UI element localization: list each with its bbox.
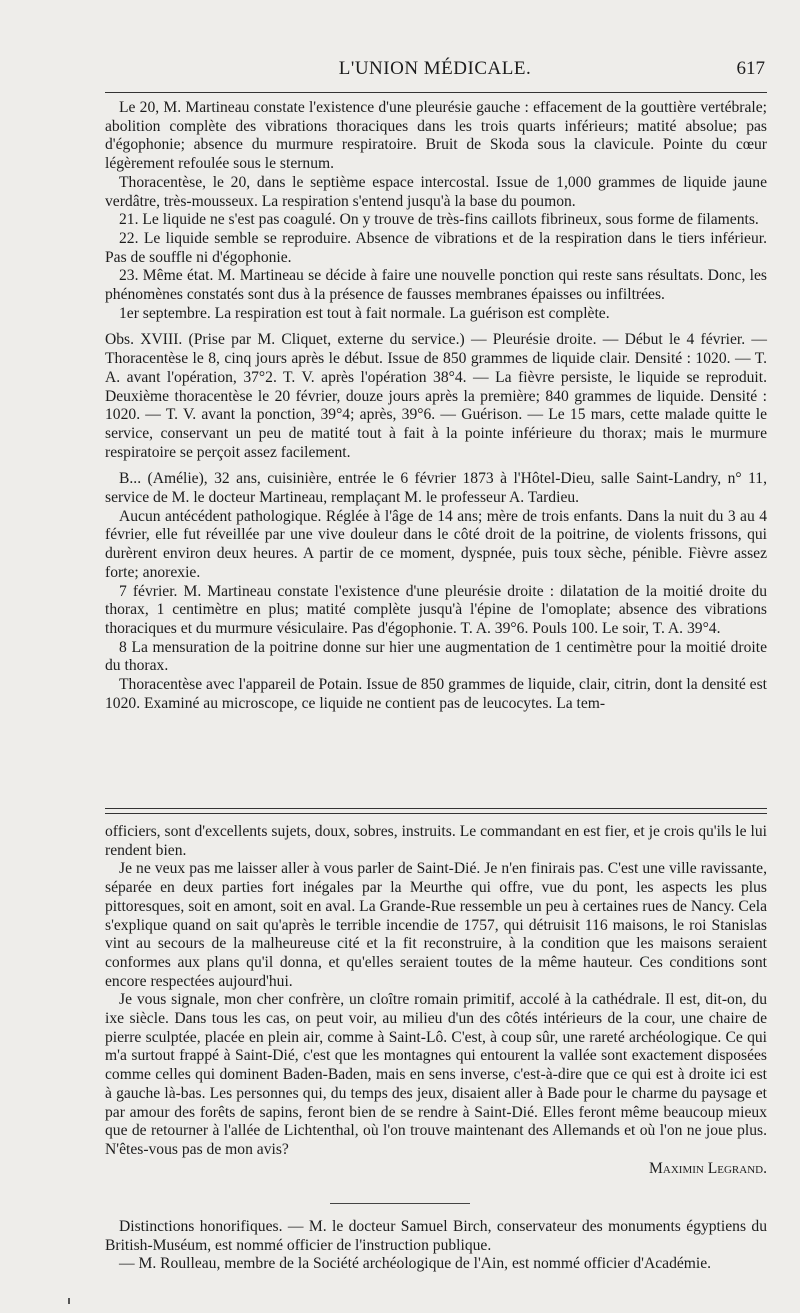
paragraph: Thoracentèse, le 20, dans le septième espace intercostal. Issue de 1,000 grammes de liquide jaune verdâtre, très-mousseux. La respiration s'entend jusqu'à la base du poumon. [105, 173, 767, 210]
paragraph: B... (Amélie), 32 ans, cuisinière, entrée le 6 février 1873 à l'Hôtel-Dieu, salle Saint-Landry, n° 11, service de M. le docteur Martineau, remplaçant M. le professeur A. Tardieu. [105, 470, 767, 507]
observation-summary: Obs. XVIII. (Prise par M. Cliquet, externe du service.) — Pleurésie droite. — Début le 4 février. — Thoracentèse le 8, cinq jours après le début. Issue de 850 grammes de liquide clair. Densité : 1020. — T. A. avant l'opération, 37°2. T. V. après l'opération 38°4. — La fièvre persiste, le liquide se reproduit. Deuxième thoracentèse le 20 février, douze jours après la première; 840 grammes de liquide. Densité : 1020. — T. V. avant la ponction, 39°4; après, 39°6. — Guérison. — Le 15 mars, cette malade quitte le service, conservant un peu de matité tout à fait à la pointe inférieure du thorax; mais le murmure respiratoire se perçoit assez facilement. [105, 331, 767, 461]
paragraph: 7 février. M. Martineau constate l'existence d'une pleurésie droite : dilatation de la moitié droite du thorax, 1 centimètre en plus; matité complète jusqu'à l'épine de l'omoplate; absence des vibrations thoraciques et du murmure vésiculaire. Pas d'égophonie. T. A. 39°6. Pouls 100. Le soir, T. A. 39°4. [105, 582, 767, 637]
running-header [105, 58, 765, 86]
paragraph: officiers, sont d'excellents sujets, doux, sobres, instruits. Le commandant en est fier, et je crois qu'ils le lui rendent bien. [105, 823, 767, 859]
paragraph: Aucun antécédent pathologique. Réglée à l'âge de 14 ans; mère de trois enfants. Dans la nuit du 3 au 4 février, elle fut réveillée par une vive douleur dans le côté droit de la poitrine, de violents frissons, qui durèrent environ deux heures. A partir de ce moment, dyspnée, puis toux sèche, pénible. Fièvre assez forte; anorexie. [105, 507, 767, 581]
paragraph: 21. Le liquide ne s'est pas coagulé. On y trouve de très-fins caillots fibrineux, sous forme de filaments. [119, 211, 759, 229]
paragraph: — M. Roulleau, membre de la Société archéologique de l'Ain, est nommé officier d'Académie. [119, 1255, 712, 1273]
paragraph: Thoracentèse avec l'appareil de Potain. Issue de 850 grammes de liquide, clair, citrin, dont la densité est 1020. Examiné au microscope, ce liquide ne contient pas de leucocytes. La tem- [105, 676, 767, 712]
signature-line [105, 1160, 767, 1178]
paragraph: 8 La mensuration de la poitrine donne sur hier une augmentation de 1 centimètre pour la moitié droite du thorax. [105, 638, 767, 675]
paragraph: 22. Le liquide semble se reproduire. Absence de vibrations et de la respiration dans le tiers inférieur. Pas de souffle ni d'égophonie. [105, 229, 767, 266]
paragraph: Je vous signale, mon cher confrère, un cloître romain primitif, accolé à la cathédrale. Il est, dit-on, du ixe siècle. Dans tous les cas, on peut voir, au milieu d'un des côtés intérieurs de la cour, une chaire de pierre sculptée, placée en plein air, comme à Saint-Lô. C'est, à coup sûr, une rareté archéologique. Ce qui m'a surtout frappé à Saint-Dié, c'est que les montagnes qui entourent la vallée sont exactement disposées comme celles qui dominent Baden-Baden, mais en sens inverse, c'est-à-dire que ce qui est à droite ici est à gauche là-bas. Les personnes qui, du temps des jeux, disaient aller à Bade pour le charme du paysage et par amour des forêts de sapins, feront bien de se rendre à Saint-Dié. Elles feront même beaucoup mieux que de retourner à l'allée de Lichtenthal, où l'on trouve maintenant des Allemands et où l'on ne joue plus. N'êtes-vous pas de mon avis? [105, 991, 767, 1158]
signature: Maximin Legrand. [649, 1159, 767, 1177]
journal-title: L'UNION MÉDICALE. [338, 58, 532, 79]
feuilleton-separator [105, 808, 767, 814]
paragraph: 1er septembre. La respiration est tout à fait normale. La guérison est complète. [119, 304, 610, 322]
margin-mark [68, 1298, 70, 1304]
paragraph: Je ne veux pas me laisser aller à vous parler de Saint-Dié. Je n'en finirais pas. C'est une ville ravissante, séparée en deux parties fort inégales par la Meurthe qui offre, vue du pont, les aspects les plus pittoresques, soit en amont, soit en aval. La Grande-Rue ressemble un peu à certaines rues de Nancy. Cela s'explique quand on sait qu'après le terrible incendie de 1757, qui détruisit 116 maisons, le roi Stanislas vint au secours de la malheureuse cité et la fit reconstruire, à la condition que les maisons seraient conformes aux plans qu'il donna, et qu'elles seraient toutes de la même hauteur. Ces conditions sont encore respectées aujourd'hui. [105, 860, 767, 990]
header-rule [105, 92, 767, 93]
distinctions-section [105, 1218, 767, 1274]
paragraph: 23. Même état. M. Martineau se décide à faire une nouvelle ponction qui reste sans résultats. Donc, les phénomènes constatés sont dus à la présence de fausses membranes épaisses ou infiltrées. [105, 267, 767, 304]
feuilleton [105, 823, 767, 1178]
paragraph: Distinctions honorifiques. — M. le docteur Samuel Birch, conservateur des monuments égyptiens du British-Muséum, est nommé officier de l'instruction publique. [105, 1218, 767, 1254]
case-notes-upper [105, 99, 767, 714]
paragraph: Le 20, M. Martineau constate l'existence d'une pleurésie gauche : effacement de la gouttière vertébrale; abolition complète des vibrations thoraciques dans les trois quarts inférieurs; matité absolue; pas d'égophonie; absence du murmure respiratoire. Bruit de Skoda sous la clavicule. Pointe du cœur légèrement refoulée sous le sternum. [105, 99, 767, 173]
section-rule [330, 1203, 470, 1204]
page-number: 617 [736, 58, 765, 79]
